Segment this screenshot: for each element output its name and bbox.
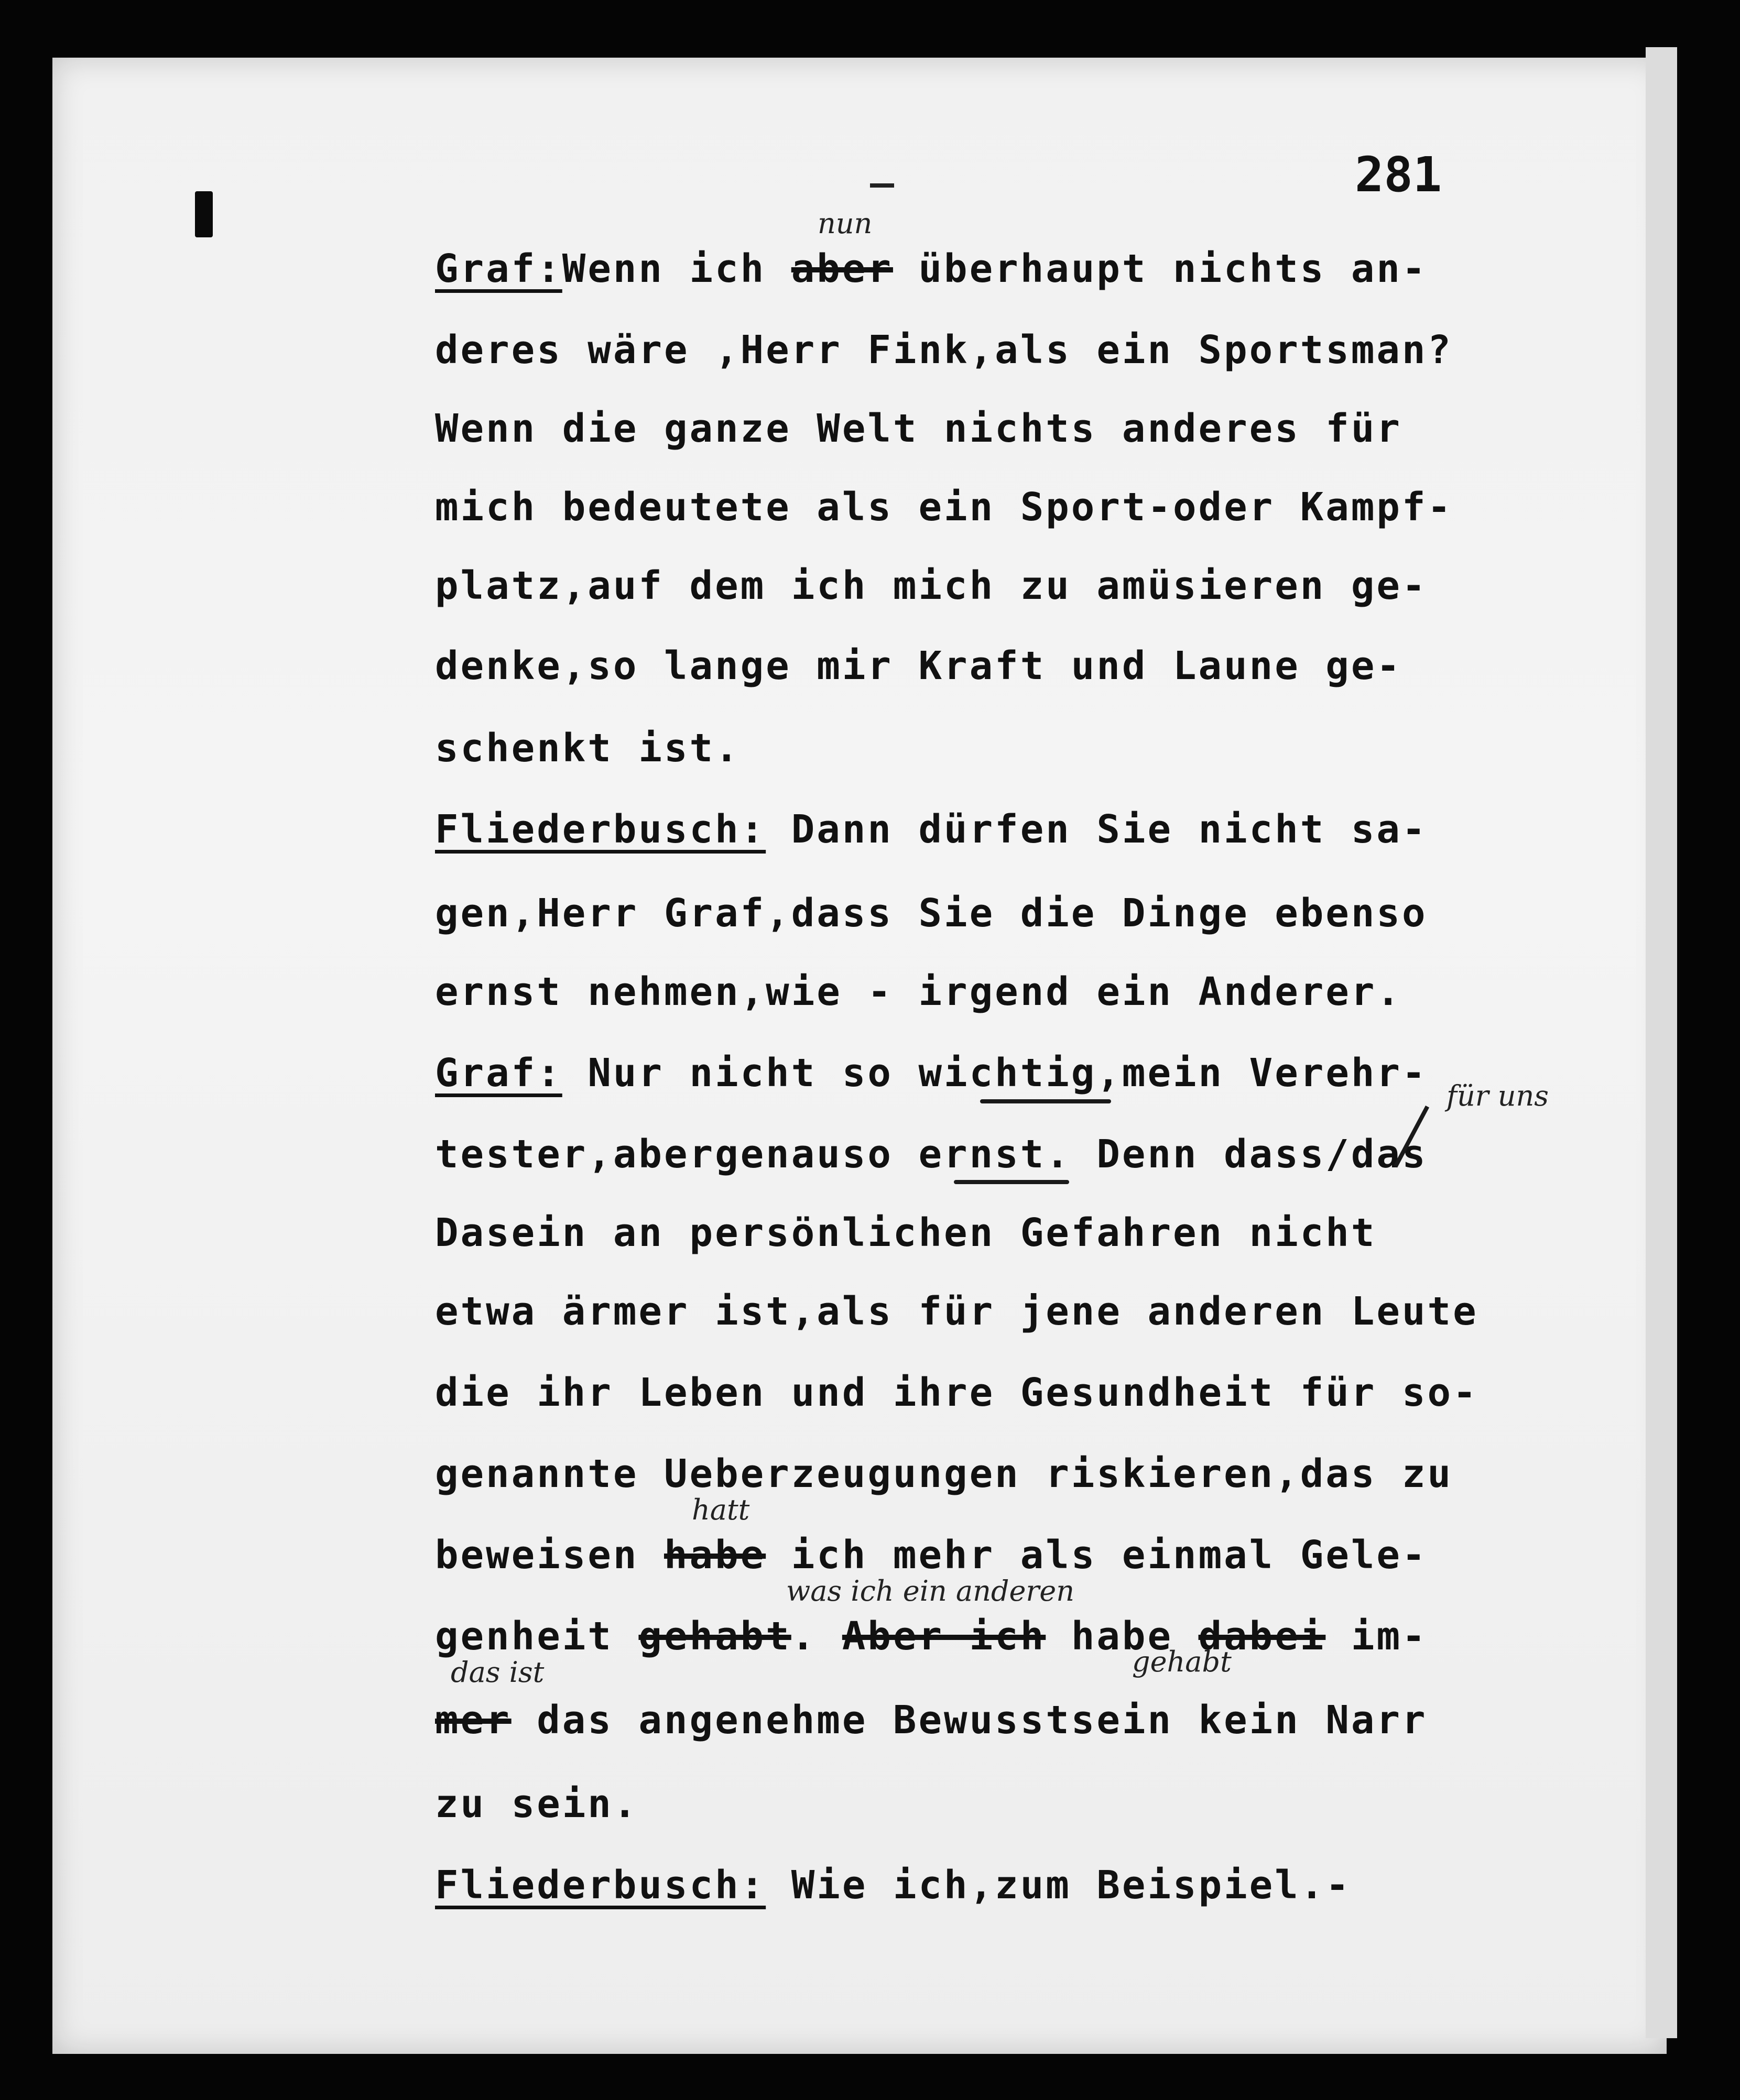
margin-mark <box>195 191 213 237</box>
struck-word: gehabt <box>638 1614 791 1659</box>
line-text: beweisen <box>435 1533 664 1578</box>
typed-line <box>435 1863 1351 1908</box>
handwritten-underline <box>954 1180 1069 1184</box>
typed-line: schenkt ist. <box>435 726 741 771</box>
line-text: Wie ich,zum Beispiel.- <box>766 1863 1351 1908</box>
typed-line: tester,abergenauso ernst. Denn dass/das <box>435 1132 1428 1177</box>
typed-line: denke,so lange mir Kraft und Laune ge- <box>435 643 1402 688</box>
typed-line: ernst nehmen,wie - irgend ein Anderer. <box>435 969 1402 1014</box>
line-text: im- <box>1325 1614 1428 1659</box>
page-number: 281 <box>1355 147 1442 203</box>
struck-word: mer <box>435 1698 512 1743</box>
typed-line <box>435 1533 1428 1578</box>
typed-line: etwa ärmer ist,als für jene anderen Leute <box>435 1289 1478 1334</box>
speaker-label: Graf: <box>435 246 562 291</box>
handwritten-insertion: gehabt <box>1132 1645 1232 1678</box>
handwritten-insertion: das ist <box>451 1656 545 1689</box>
handwritten-insertion: nun <box>818 207 873 240</box>
line-text: das angenehme Bewusstsein kein Narr <box>511 1698 1428 1743</box>
speaker-label: Fliederbusch: <box>435 1863 766 1908</box>
margin-insertion: für uns <box>1447 1079 1549 1112</box>
line-text: ich mehr als einmal Gele- <box>766 1533 1428 1578</box>
typed-line <box>435 1698 1428 1743</box>
struck-word: Aber ich <box>842 1614 1046 1659</box>
handwritten-underline <box>980 1099 1111 1103</box>
typed-line: gen,Herr Graf,dass Sie die Dinge ebenso <box>435 891 1428 936</box>
typed-line: platz,auf dem ich mich zu amüsieren ge- <box>435 563 1428 608</box>
typed-line: mich bedeutete als ein Sport-oder Kampf- <box>435 485 1453 530</box>
struck-word: dabei <box>1198 1614 1326 1659</box>
line-text: habe <box>1046 1614 1199 1659</box>
line-text: genheit <box>435 1614 639 1659</box>
typed-line: genannte Ueberzeugungen riskieren,das zu <box>435 1451 1453 1496</box>
typed-line: die ihr Leben und ihre Gesundheit für so- <box>435 1370 1478 1415</box>
line-text: . <box>791 1614 842 1659</box>
typed-line: deres wäre ,Herr Fink,als ein Sportsman? <box>435 327 1453 373</box>
speaker-label: Graf: <box>435 1051 562 1096</box>
typed-line <box>435 1051 1428 1096</box>
speaker-label: Fliederbusch: <box>435 807 766 852</box>
paper-edge <box>1646 47 1677 2038</box>
handwritten-insertion: was ich ein anderen <box>786 1574 1074 1607</box>
typed-line <box>435 807 1428 852</box>
line-text: Nur nicht so wichtig,mein Verehr- <box>562 1051 1428 1096</box>
struck-word: aber <box>791 246 893 291</box>
typed-line: Wenn die ganze Welt nichts anderes für <box>435 406 1402 451</box>
typed-line <box>435 1614 1428 1659</box>
typed-line: zu sein. <box>435 1781 639 1826</box>
typed-line <box>435 246 1428 291</box>
struck-word: habe <box>664 1533 766 1578</box>
top-dash <box>870 183 894 188</box>
line-text: Dann dürfen Sie nicht sa- <box>766 807 1428 852</box>
typed-line: Dasein an persönlichen Gefahren nicht <box>435 1210 1377 1255</box>
line-text: Wenn ich <box>562 246 791 291</box>
handwritten-insertion: hatt <box>692 1493 750 1526</box>
line-text: überhaupt nichts an- <box>893 246 1428 291</box>
